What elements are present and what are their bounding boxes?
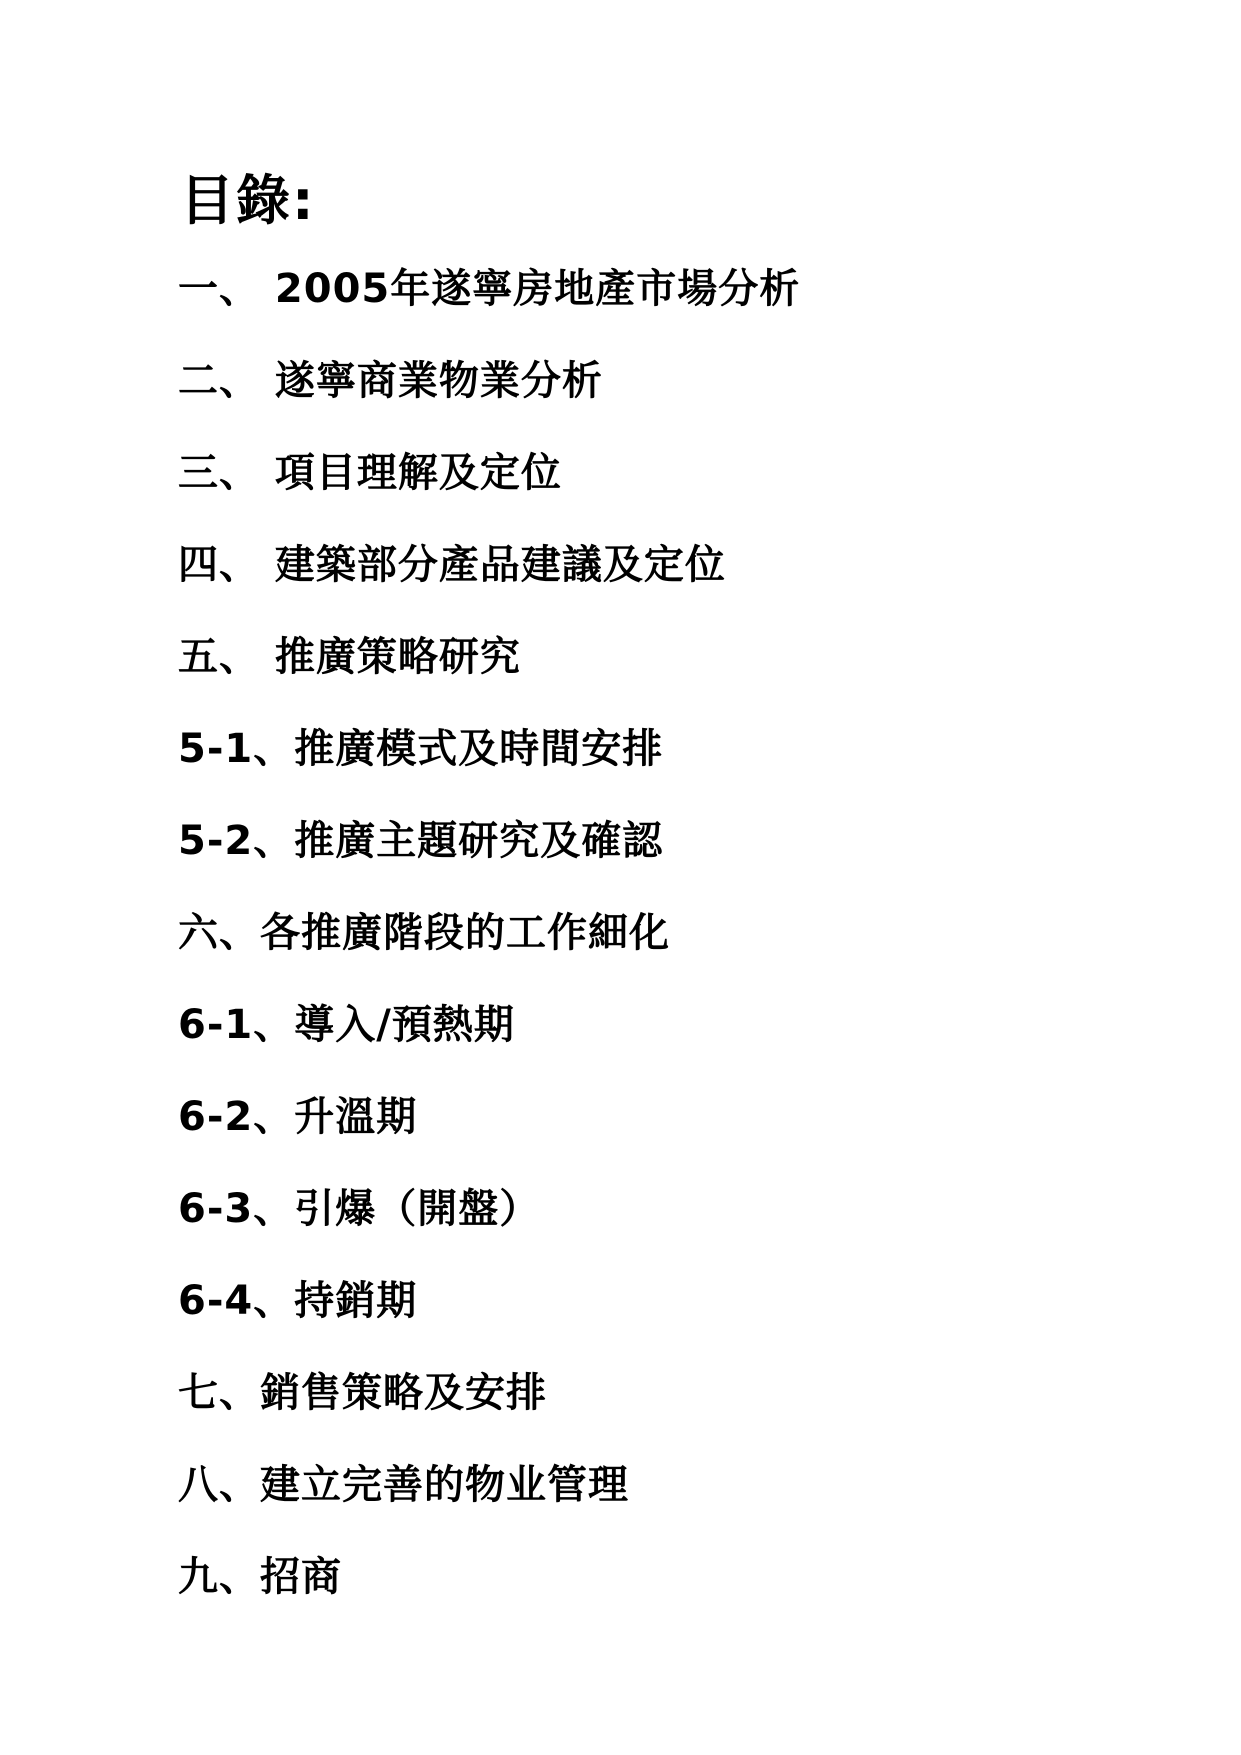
toc-entry-6: 六、各推廣階段的工作細化: [178, 910, 670, 956]
toc-entry-8: 八、建立完善的物业管理: [178, 1462, 629, 1508]
toc-entry-2: 二、 遂寧商業物業分析: [178, 358, 603, 404]
toc-entry-5: 五、 推廣策略研究: [178, 634, 521, 680]
toc-entry-1: 一、 2005年遂寧房地產市場分析: [178, 266, 801, 312]
toc-entry-9: 九、招商: [178, 1554, 342, 1600]
toc-entry-6-2: 6-2、升溫期: [178, 1094, 418, 1140]
toc-entry-7: 七、銷售策略及安排: [178, 1370, 547, 1416]
toc-list: [178, 262, 800, 1642]
toc-entry-6-3: 6-3、引爆（開盤）: [178, 1186, 541, 1232]
toc-entry-4: 四、 建築部分產品建議及定位: [178, 542, 726, 588]
toc-entry-6-4: 6-4、持銷期: [178, 1278, 418, 1324]
toc-entry-5-2: 5-2、推廣主題研究及確認: [178, 818, 664, 864]
toc-entry-6-1: 6-1、導入/預熱期: [178, 1002, 515, 1048]
toc-entry-5-1: 5-1、推廣模式及時間安排: [178, 726, 664, 772]
toc-title: 目錄:: [180, 169, 316, 232]
toc-entry-3: 三、 項目理解及定位: [178, 450, 562, 496]
